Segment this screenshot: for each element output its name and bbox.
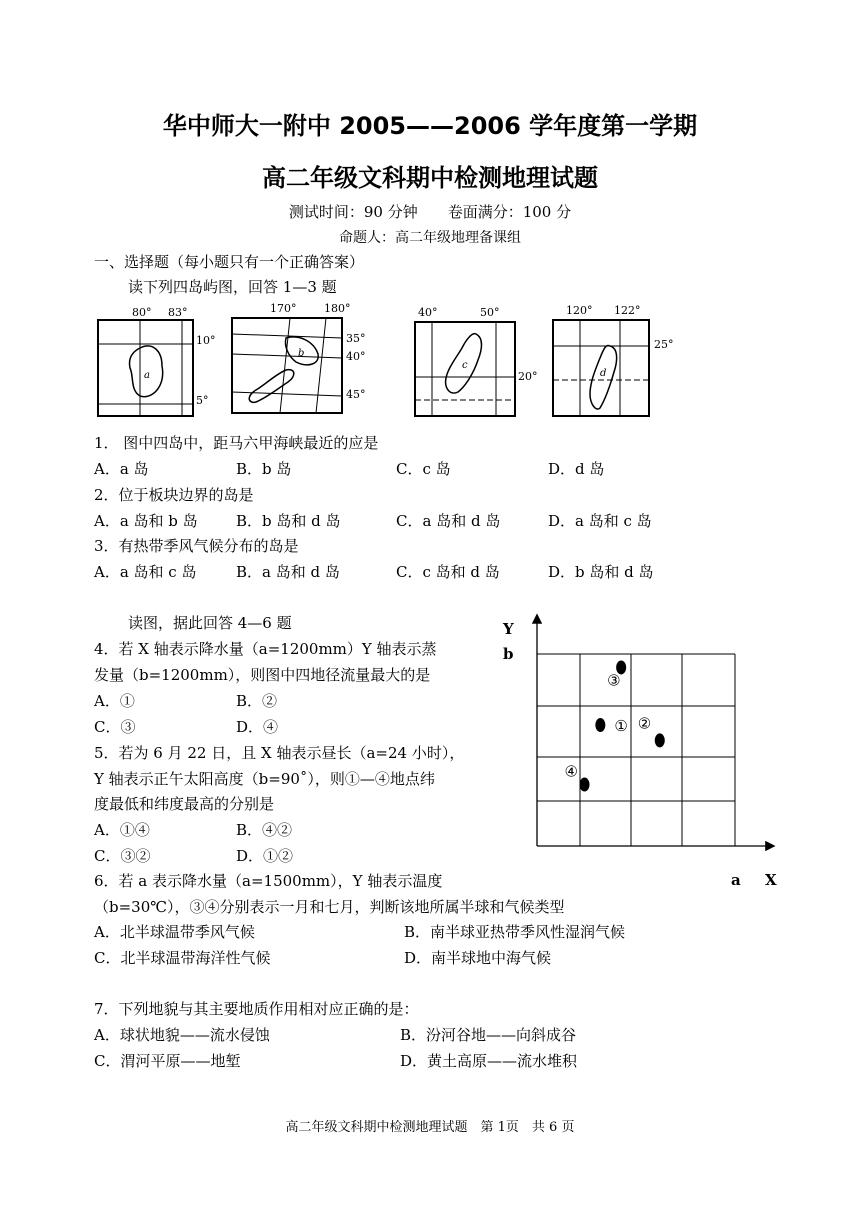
q6-option-b: B．南半球亚热带季风性湿润气候	[404, 923, 626, 941]
map-b-lat3: 45°	[346, 388, 366, 401]
island-maps-figure	[90, 298, 730, 426]
q7-stem: 7．下列地貌与其主要地质作用相对应正确的是：	[94, 1000, 419, 1018]
y-max-label: b	[503, 645, 514, 663]
q1-option-d: D．d 岛	[548, 460, 605, 478]
map-c-label: c	[462, 360, 468, 371]
q2-option-d: D．a 岛和 c 岛	[548, 512, 652, 530]
exam-subtitle: 高二年级文科期中检测地理试题	[262, 164, 598, 192]
q3-option-b: B．a 岛和 d 岛	[236, 563, 340, 581]
chart-point-label-2: ①	[614, 717, 628, 736]
q4-stem-line2: 发量（b=1200mm），则图中四地径流量最大的是	[94, 666, 431, 684]
x-axis-label: X	[765, 871, 777, 889]
map-d-lon2: 122°	[614, 304, 641, 317]
map-a-lat1: 10°	[196, 334, 216, 347]
chart-point-3	[655, 733, 665, 747]
island-map-c	[415, 306, 538, 416]
q4-stem-line1: 4．若 X 轴表示降水量（a=1200mm）Y 轴表示蒸	[94, 640, 437, 658]
q6-option-c: C．北半球温带海洋性气候	[94, 949, 271, 967]
q7-option-b: B．汾河谷地——向斜成谷	[400, 1026, 577, 1044]
q2-option-a: A．a 岛和 b 岛	[94, 512, 198, 530]
q3-option-d: D．b 岛和 d 岛	[548, 563, 654, 581]
map-b-lon2: 180°	[324, 302, 351, 315]
map-d-lon1: 120°	[566, 304, 593, 317]
q1-option-a: A．a 岛	[94, 460, 149, 478]
chart-point-label-3: ②	[637, 714, 652, 733]
q6-stem-line2: （b=30℃），③④分别表示一月和七月，判断该地所属半球和气候类型	[94, 898, 565, 916]
exam-info: 测试时间：90 分钟 卷面满分：100 分	[288, 203, 572, 221]
q7-option-d: D．黄土高原——流水堆积	[400, 1052, 578, 1070]
xy-grid-chart	[495, 608, 795, 893]
chart-point-2	[595, 718, 605, 732]
page-footer: 高二年级文科期中检测地理试题 第 1页 共 6 页	[285, 1120, 575, 1135]
q1-option-c: C．c 岛	[396, 460, 451, 478]
q5-option-d: D．①②	[236, 847, 294, 865]
q4-option-a: A．①	[94, 692, 135, 710]
island-map-b	[232, 302, 366, 413]
y-axis-label: Y	[503, 620, 514, 638]
exam-author: 命题人：高二年级地理备课组	[339, 230, 521, 246]
q7-option-c: C．渭河平原——地堑	[94, 1052, 241, 1070]
q2-option-b: B．b 岛和 d 岛	[236, 512, 341, 530]
chart-point-label-4: ④	[564, 762, 578, 781]
q5-option-c: C．③②	[94, 847, 151, 865]
map-b-lon1: 170°	[270, 302, 297, 315]
q3-option-c: C．c 岛和 d 岛	[396, 563, 500, 581]
map-c-lat1: 20°	[518, 370, 538, 383]
section-heading: 一、选择题（每小题只有一个正确答案）	[94, 253, 365, 271]
q2-option-c: C．a 岛和 d 岛	[396, 512, 501, 530]
map-b-lat2: 40°	[346, 350, 366, 363]
q5-stem-line1: 5．若为 6 月 22 日，且 X 轴表示昼长（a=24 小时），	[94, 744, 465, 762]
x-max-label: a	[731, 871, 741, 889]
island-map-a	[98, 306, 216, 416]
q1-option-b: B．b 岛	[236, 460, 292, 478]
q3-option-a: A．a 岛和 c 岛	[94, 563, 197, 581]
chart-point-4	[580, 778, 590, 792]
q5-stem-line2: Y 轴表示正午太阳高度（b=90˚），则①—④地点纬	[94, 770, 435, 788]
map-a-lon1: 80°	[132, 306, 152, 319]
map-c-lon1: 40°	[418, 306, 438, 319]
map-a-lon2: 83°	[168, 306, 188, 319]
map-a-lat2: 5°	[196, 394, 209, 407]
q4-option-d: D．④	[236, 718, 279, 736]
q6-option-a: A．北半球温带季风气候	[94, 923, 255, 941]
map-d-label: d	[600, 368, 607, 379]
q6-stem-line1: 6．若 a 表示降水量（a=1500mm），Y 轴表示温度	[94, 872, 443, 890]
maps-intro: 读下列四岛屿图，回答 1—3 题	[128, 278, 337, 296]
q5-option-a: A．①④	[94, 821, 150, 839]
island-map-d	[553, 304, 674, 416]
exam-title: 华中师大一附中 2005——2006 学年度第一学期	[162, 112, 698, 140]
q5-option-b: B．④②	[236, 821, 293, 839]
q6-option-d: D．南半球地中海气候	[404, 949, 552, 967]
chart-intro: 读图，据此回答 4—6 题	[128, 614, 292, 632]
chart-grid	[537, 654, 735, 846]
map-a-label: a	[144, 370, 150, 381]
q7-option-a: A．球状地貌——流水侵蚀	[94, 1026, 270, 1044]
map-b-label: b	[298, 348, 305, 359]
map-d-lat1: 25°	[654, 338, 674, 351]
q1-stem: 1． 图中四岛中，距马六甲海峡最近的应是	[94, 434, 379, 452]
q5-stem-line3: 度最低和纬度最高的分别是	[94, 795, 275, 813]
map-b-lat1: 35°	[346, 332, 366, 345]
q3-stem: 3．有热带季风气候分布的岛是	[94, 537, 299, 555]
q2-stem: 2．位于板块边界的岛是	[94, 486, 254, 504]
map-c-lon2: 50°	[480, 306, 500, 319]
q4-option-b: B．②	[236, 692, 278, 710]
chart-point-label-1: ③	[607, 671, 621, 690]
q4-option-c: C．③	[94, 718, 136, 736]
